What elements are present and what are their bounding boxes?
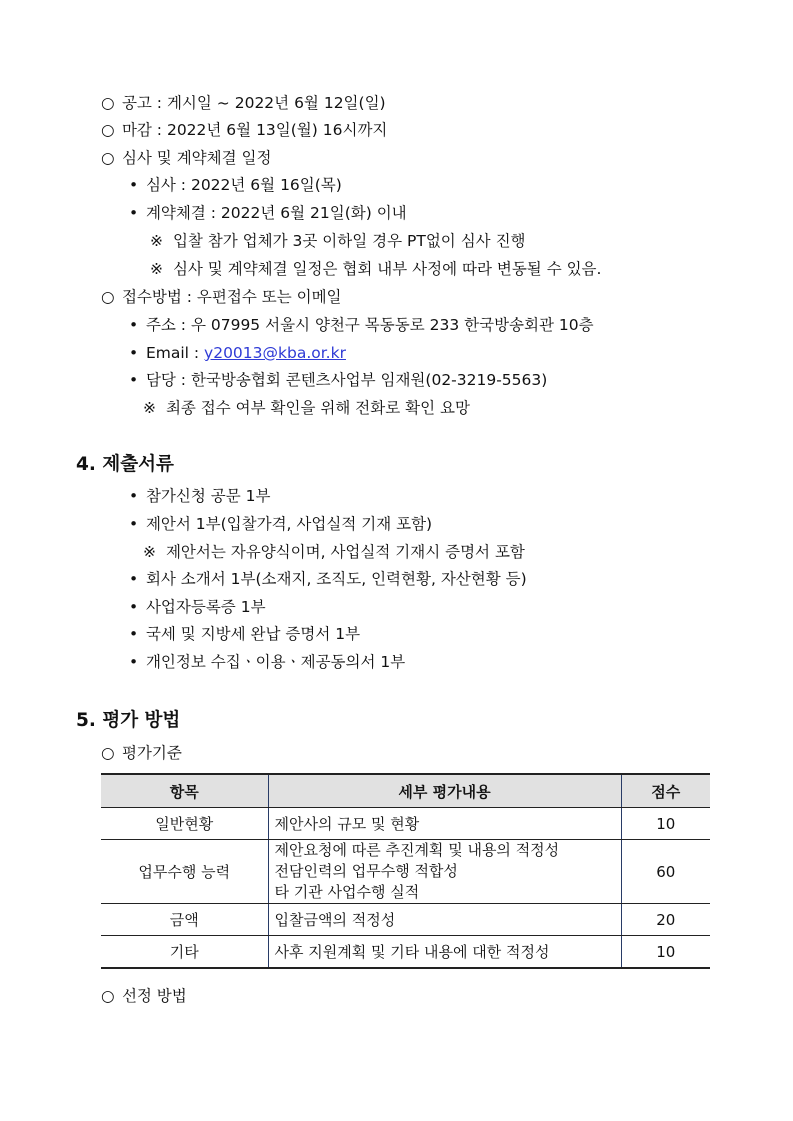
row-score: 10 [621,936,710,969]
review-date-line [129,175,342,195]
dot-bullet-icon: • [129,487,139,505]
submission-method-line [101,287,342,307]
selection-title: 선정 방법 [121,987,187,1005]
review-schedule-title: 심사 및 계약체결 일정 [121,149,272,167]
row-item: 금액 [101,904,268,936]
column-header-item: 항목 [101,774,268,808]
document-item [129,597,266,617]
dot-bullet-icon: • [129,344,139,362]
review-date-text: 심사 : 2022년 6월 16일(목) [145,176,342,194]
column-header-score: 점수 [621,774,710,808]
document-item [129,569,527,589]
row-detail-line: 전담인력의 업무수행 적합성 [274,862,458,880]
document-item-text: 제안서 1부(입찰가격, 사업실적 기재 포함) [145,515,433,533]
schedule-note-2-text: 심사 및 계약체결 일정은 협회 내부 사정에 따라 변동될 수 있음. [172,260,602,278]
dot-bullet-icon: • [129,515,139,533]
row-details: 사후 지원계획 및 기타 내용에 대한 적정성 [268,936,621,969]
row-details [268,840,621,904]
selection-line [101,986,187,1006]
document-item-text: 회사 소개서 1부(소재지, 조직도, 인력현황, 자산현황 등) [145,570,527,588]
notice-text: 공고 : 게시일 ~ 2022년 6월 12일(일) [121,94,386,112]
address-line [129,315,594,335]
evaluation-heading: 5. 평가 방법 [76,710,181,731]
document-item [129,486,270,506]
dot-bullet-icon: • [129,176,139,194]
proposal-note-text: 제안서는 자유양식이며, 사업실적 기재시 증명서 포함 [165,543,525,561]
email-line [129,343,346,363]
circle-bullet-icon: ○ [101,94,115,112]
document-item [129,624,360,644]
row-item: 일반현황 [101,808,268,840]
dot-bullet-icon: • [129,653,139,671]
contract-date-line [129,203,407,223]
document-item [129,652,405,672]
table-row [101,936,710,969]
circle-bullet-icon: ○ [101,744,115,762]
document-item-text: 사업자등록증 1부 [145,598,266,616]
row-score: 10 [621,808,710,840]
dot-bullet-icon: • [129,371,139,389]
submission-note [143,398,470,418]
table-header-row [101,774,710,808]
schedule-note-1 [150,231,526,251]
proposal-note [143,542,525,562]
row-item: 업무수행 능력 [101,840,268,904]
row-details: 입찰금액의 적정성 [268,904,621,936]
review-schedule-line [101,148,271,168]
reference-mark-icon: ※ [143,543,156,561]
row-item: 기타 [101,936,268,969]
submission-note-text: 최종 접수 여부 확인을 위해 전화로 확인 요망 [165,399,470,417]
document-item [129,514,432,534]
document-item-text: 국세 및 지방세 완납 증명서 1부 [145,625,361,643]
circle-bullet-icon: ○ [101,987,115,1005]
row-detail-line: 제안요청에 따른 추진계획 및 내용의 적정성 [274,841,560,859]
schedule-note-2 [150,259,601,279]
contact-text: 담당 : 한국방송협회 콘텐츠사업부 임재원(02-3219-5563) [145,371,548,389]
table-row [101,840,710,904]
address-text: 주소 : 우 07995 서울시 양천구 목동동로 233 한국방송회관 10층 [145,316,594,334]
evaluation-table [101,773,710,969]
row-detail-line: 타 기관 사업수행 실적 [274,883,420,901]
deadline-line [101,120,387,140]
column-header-details: 세부 평가내용 [268,774,621,808]
dot-bullet-icon: • [129,204,139,222]
reference-mark-icon: ※ [150,232,163,250]
email-label: Email : [145,344,205,362]
notice-line [101,93,386,113]
dot-bullet-icon: • [129,625,139,643]
criteria-title: 평가기준 [121,744,182,762]
circle-bullet-icon: ○ [101,288,115,306]
table-row [101,808,710,840]
dot-bullet-icon: • [129,598,139,616]
row-score: 60 [621,840,710,904]
document-item-text: 개인정보 수집ㆍ이용ㆍ제공동의서 1부 [145,653,406,671]
document-item-text: 참가신청 공문 1부 [145,487,271,505]
schedule-note-1-text: 입찰 참가 업체가 3곳 이하일 경우 PT없이 심사 진행 [172,232,526,250]
circle-bullet-icon: ○ [101,149,115,167]
table-row [101,904,710,936]
row-score: 20 [621,904,710,936]
row-details: 제안사의 규모 및 현황 [268,808,621,840]
dot-bullet-icon: • [129,316,139,334]
contact-line [129,370,547,390]
deadline-text: 마감 : 2022년 6월 13일(월) 16시까지 [121,121,388,139]
reference-mark-icon: ※ [150,260,163,278]
reference-mark-icon: ※ [143,399,156,417]
email-link[interactable]: y20013@kba.or.kr [204,344,346,362]
documents-heading: 4. 제출서류 [76,454,174,475]
criteria-line [101,743,182,763]
contract-date-text: 계약체결 : 2022년 6월 21일(화) 이내 [145,204,407,222]
submission-method-text: 접수방법 : 우편접수 또는 이메일 [121,288,342,306]
circle-bullet-icon: ○ [101,121,115,139]
dot-bullet-icon: • [129,570,139,588]
